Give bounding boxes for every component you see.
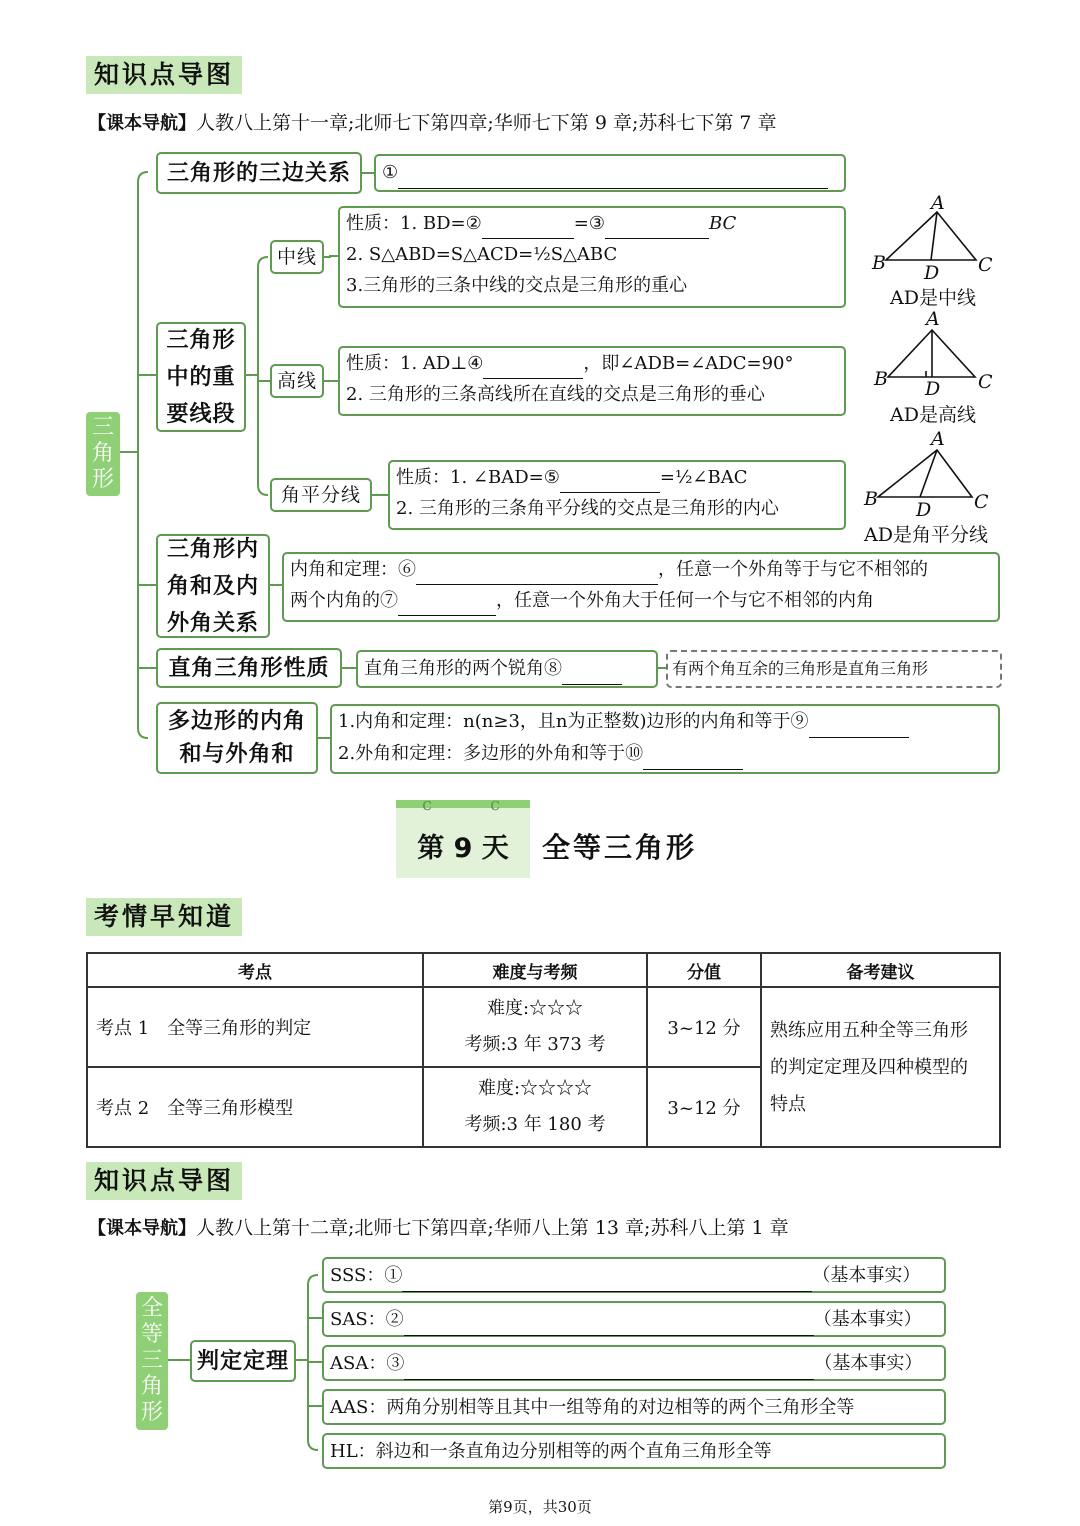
col-header: 分值 [647, 953, 761, 987]
exam-difficulty [423, 987, 647, 1067]
exam-advice [761, 987, 1000, 1147]
fig3-c: C [974, 491, 989, 513]
nav-label: 【课本导航】 [88, 1218, 196, 1239]
b4-item: 直角三角形的两个锐角⑧ [364, 658, 562, 679]
topic-right-triangle: 直角三角形性质 [156, 648, 342, 688]
bisector-l1b: =½∠BAC [659, 467, 748, 488]
median-l2: 2. S△ABD=S△ACD=½S△ABC [346, 244, 618, 265]
difficulty: 难度:☆☆☆☆ [477, 1078, 593, 1099]
criteria-text: ASA：③ [330, 1353, 405, 1374]
median-l1c: BC [709, 213, 737, 234]
fig3-caption: AD是角平分线 [864, 524, 988, 546]
blank-7[interactable] [398, 593, 496, 616]
col-header: 考点 [87, 953, 423, 987]
blank-sas[interactable] [404, 1313, 814, 1336]
label-bisector: 角平分线 [270, 478, 372, 512]
fig2-caption: AD是高线 [890, 404, 976, 426]
fig1-caption: AD是中线 [890, 287, 976, 309]
fig2-b: B [874, 368, 888, 390]
polygon-box [330, 704, 1000, 774]
nav-text: 人教八上第十一章;北师七下第四章;华师七下第 9 章;苏科七下第 7 章 [196, 112, 777, 134]
three-sides-box [374, 154, 846, 192]
exam-table [86, 952, 1001, 1148]
bisector-l1a: 性质：1. ∠BAD=⑤ [396, 467, 560, 488]
table-header-row [87, 953, 1000, 987]
bisector-l2: 2. 三角形的三条角平分线的交点是三角形的内心 [396, 498, 779, 519]
root-congruent [136, 1292, 168, 1430]
altitude-l1a: 性质：1. AD⊥④ [346, 353, 484, 374]
root-congruent-label: 全等三角形 [140, 1296, 163, 1425]
right-triangle-box [356, 650, 658, 688]
col-header: 难度与考频 [423, 953, 647, 987]
criteria-aas: AAS：两角分别相等且其中一组等角的对边相等的两个三角形全等 [322, 1389, 946, 1425]
textbook-nav-2 [88, 1213, 789, 1240]
topic-interior-exterior-label: 三角形内角和及内外角关系 [166, 536, 259, 636]
altitude-l2: 2. 三角形的三条高线所在直线的交点是三角形的垂心 [346, 384, 765, 405]
blank-1-label: ① [382, 162, 399, 183]
exam-difficulty [423, 1067, 647, 1147]
topic-criteria: 判定定理 [190, 1340, 296, 1382]
fig1-b: B [872, 252, 886, 274]
blank-8[interactable] [562, 662, 622, 685]
blank-2[interactable] [482, 216, 574, 239]
nav-text: 人教八上第十二章;北师七下第四章;华师八上第 13 章;苏科八上第 1 章 [196, 1217, 789, 1239]
b5-l2: 2.外角和定理：多边形的外角和等于⑩ [338, 743, 644, 764]
median-l1a: 性质：1. BD=② [346, 213, 482, 234]
median-box [338, 206, 846, 308]
ring-icon: c [422, 794, 433, 815]
fig1-d: D [924, 262, 940, 284]
right-triangle-converse: 有两个角互余的三角形是直角三角形 [666, 650, 1002, 688]
blank-3[interactable] [605, 216, 709, 239]
advice-line: 的判定定理及四种模型的 [770, 1056, 968, 1078]
page-footer: 第9页，共30页 [488, 1498, 592, 1516]
blank-4[interactable] [483, 356, 583, 379]
label-median: 中线 [270, 240, 324, 274]
triangle-figures [878, 212, 976, 497]
exam-point: 考点 1 全等三角形的判定 [87, 987, 423, 1067]
advice-line: 特点 [770, 1093, 806, 1115]
blank-sss[interactable] [402, 1269, 812, 1292]
interior-angle-box [282, 552, 1000, 622]
fig3-a: A [931, 428, 945, 450]
label-altitude: 高线 [270, 364, 324, 398]
exam-score: 3~12 分 [647, 987, 761, 1067]
advice-line: 熟练应用五种全等三角形 [770, 1019, 968, 1041]
fig2-a: A [926, 308, 940, 330]
blank-1[interactable] [398, 166, 828, 189]
topic-interior-exterior [156, 534, 270, 638]
criteria-text: SSS：① [330, 1265, 403, 1286]
fig2-c: C [978, 371, 993, 393]
frequency: 考频:3 年 373 考 [464, 1034, 606, 1055]
criteria-asa [322, 1345, 946, 1381]
blank-10[interactable] [643, 747, 743, 770]
median-l1b: =③ [573, 213, 605, 234]
ring-icon: c [490, 794, 501, 815]
altitude-box [338, 346, 846, 416]
exam-score: 3~12 分 [647, 1067, 761, 1147]
exam-header: 考情早知道 [86, 898, 242, 936]
median-l3: 3.三角形的三条中线的交点是三角形的重心 [346, 275, 688, 296]
b3-l1b: ，任意一个外角等于与它不相邻的 [658, 559, 928, 580]
table-row [87, 987, 1000, 1067]
day-title: 全等三角形 [542, 831, 698, 864]
blank-6[interactable] [416, 562, 658, 585]
root-triangle: 三角形 [86, 412, 120, 496]
exam-point: 考点 2 全等三角形模型 [87, 1067, 423, 1147]
b3-l1a: 内角和定理：⑥ [290, 559, 416, 580]
criteria-hl: HL：斜边和一条直角边分别相等的两个直角三角形全等 [322, 1433, 946, 1469]
topic-three-sides: 三角形的三边关系 [156, 152, 362, 194]
fig3-b: B [864, 488, 878, 510]
criteria-text: SAS：② [330, 1309, 404, 1330]
fig1-c: C [978, 254, 993, 276]
criteria-note: （基本事实） [813, 1309, 922, 1330]
frequency: 考频:3 年 180 考 [464, 1114, 606, 1135]
topic-polygon-angles [156, 702, 318, 774]
nav-label: 【课本导航】 [88, 113, 196, 134]
blank-9[interactable] [809, 715, 909, 738]
col-header: 备考建议 [761, 953, 1000, 987]
day-badge [396, 794, 530, 878]
criteria-note: （基本事实） [812, 1265, 921, 1286]
section2-header: 知识点导图 [86, 1162, 242, 1200]
fig1-a: A [931, 192, 945, 214]
altitude-l1b: ，即∠ADB=∠ADC=90° [583, 353, 794, 374]
section-header: 知识点导图 [86, 56, 242, 94]
b5-l1: 1.内角和定理：n(n≥3，且n为正整数)边形的内角和等于⑨ [338, 711, 809, 732]
day-label: 第 9 天 [417, 833, 509, 864]
criteria-sss [322, 1257, 946, 1293]
b3-l2a: 两个内角的⑦ [290, 590, 398, 611]
criteria-sas [322, 1301, 946, 1337]
topic-polygon-angles-label: 多边形的内角和与外角和 [167, 709, 306, 767]
fig3-d: D [916, 499, 932, 521]
criteria-note: （基本事实） [814, 1353, 923, 1374]
blank-asa[interactable] [404, 1357, 814, 1380]
difficulty: 难度:☆☆☆ [486, 998, 584, 1019]
topic-important-segments [156, 322, 246, 432]
blank-5[interactable] [560, 470, 660, 493]
topic-important-segments-label: 三角形中的重要线段 [166, 327, 236, 427]
bisector-box [388, 460, 846, 530]
fig2-d: D [925, 378, 941, 400]
b3-l2b: ，任意一个外角大于任何一个与它不相邻的内角 [496, 590, 874, 611]
